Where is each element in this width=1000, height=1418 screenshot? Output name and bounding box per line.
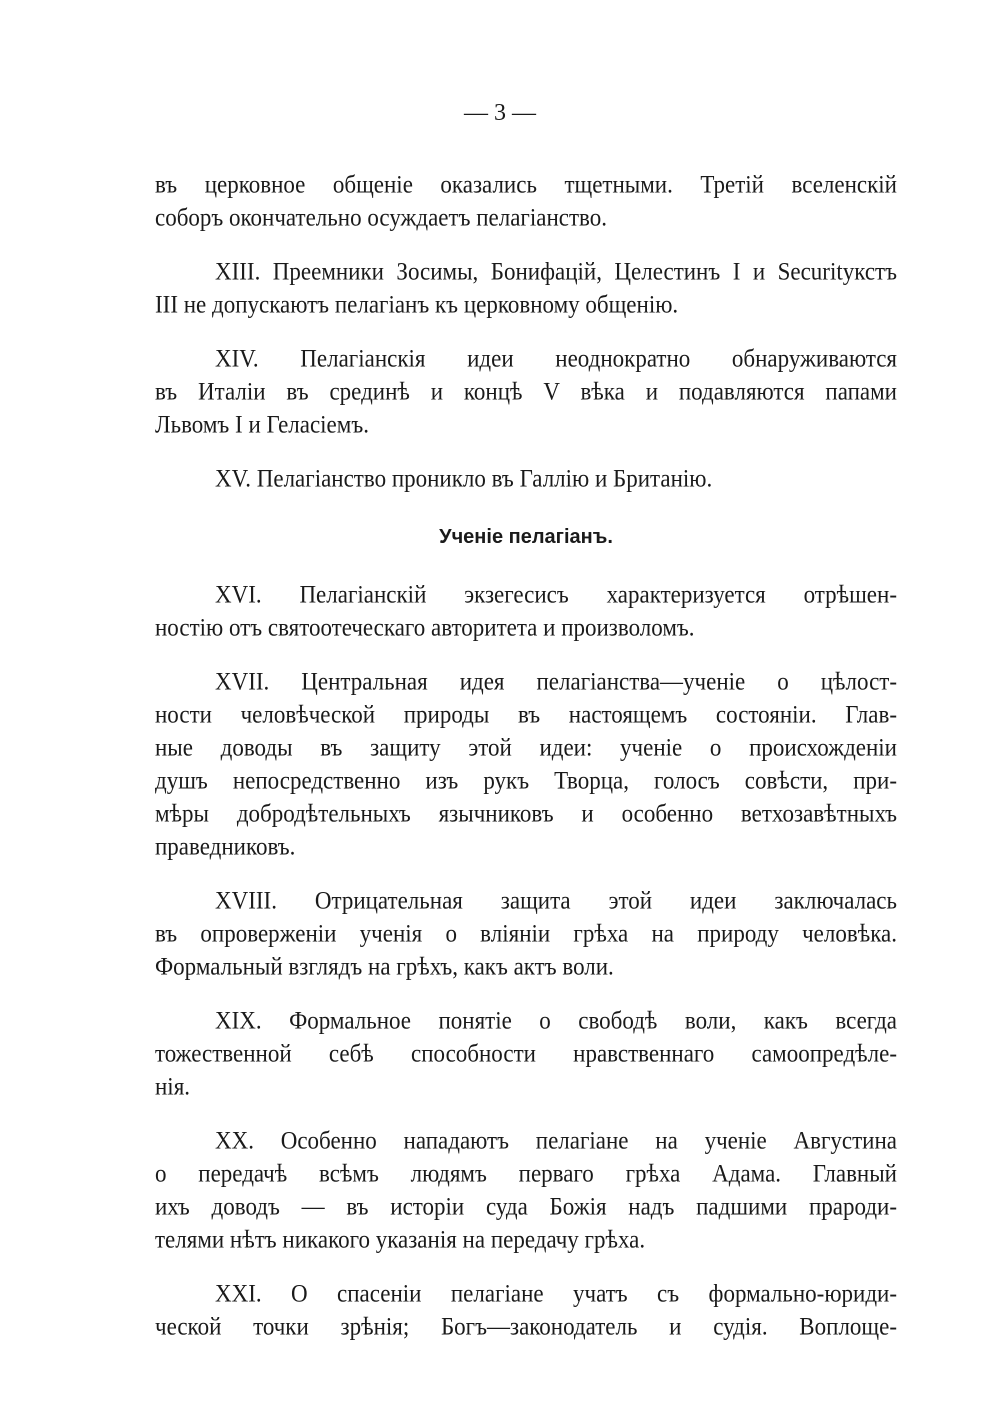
text-line: ности человѣческой природы въ настоящемъ состояніи. Глав- — [155, 701, 897, 728]
text-line: нія. — [155, 1073, 191, 1100]
text-line: въ опроверженіи ученія о вліяніи грѣха на природу человѣка. — [155, 920, 897, 947]
paragraph — [155, 168, 897, 234]
text-line: XX. Особенно нападаютъ пелагіане на ученіе Августина — [215, 1127, 897, 1154]
text-line: мѣры добродѣтельныхъ язычниковъ и особенно ветхозавѣтныхъ — [155, 800, 897, 827]
text-line: душъ непосредственно изъ рукъ Творца, голосъ совѣсти, при- — [155, 767, 897, 794]
text-line: тожественной себѣ способности нравственнаго самоопредѣле- — [155, 1040, 897, 1067]
text-line: III не допускаютъ пелагіанъ къ церковному общенію. — [155, 291, 679, 318]
text-line: Формальный взглядъ на грѣхъ, какъ актъ воли. — [155, 953, 614, 980]
text-line: XVIII. Отрицательная защита этой идеи заключалась — [215, 887, 897, 914]
body-text — [155, 168, 897, 1364]
paragraph — [155, 342, 897, 441]
text-line: ностію отъ святоотеческаго авторитета и произволомъ. — [155, 614, 695, 641]
text-line: XIII. Преемники Зосимы, Бонифацій, Целестинъ I и Securityкстъ — [215, 258, 897, 285]
paragraph — [155, 665, 897, 863]
text-line: ихъ доводъ — въ исторіи суда Божія надъ падшими прароди- — [155, 1193, 897, 1220]
text-line: XVII. Центральная идея пелагіанства—ученіе о цѣлост- — [215, 668, 897, 695]
paragraph — [155, 255, 897, 321]
text-line: Львомъ I и Геласіемъ. — [155, 411, 369, 438]
text-line: ческой точки зрѣнія; Богъ—законодатель и судія. Воплоще- — [155, 1313, 897, 1340]
text-line: въ церковное общеніе оказались тщетными. Третій вселенскій — [155, 171, 897, 198]
paragraph — [155, 462, 897, 495]
text-line: ные доводы въ защиту этой идеи: ученіе о происхожденіи — [155, 734, 897, 761]
text-line: о передачѣ всѣмъ людямъ перваго грѣха Адама. Главный — [155, 1160, 897, 1187]
paragraph — [155, 578, 897, 644]
text-line: XV. Пелагіанство проникло въ Галлію и Британію. — [215, 465, 713, 492]
paragraph — [155, 884, 897, 983]
paragraph — [155, 1124, 897, 1256]
text-line: соборъ окончательно осуждаетъ пелагіанство. — [155, 204, 607, 231]
page-number: — 3 — — [464, 100, 536, 126]
paragraph — [155, 1277, 897, 1343]
text-line: XIX. Формальное понятіе о свободѣ воли, какъ всегда — [215, 1007, 897, 1034]
section-heading: Ученіе пелагіанъ. — [439, 526, 613, 548]
text-line: въ Италіи въ срединѣ и концѣ V вѣка и подавляются папами — [155, 378, 897, 405]
text-line: XVI. Пелагіанскій экзегесисъ характеризуется отрѣшен- — [215, 581, 897, 608]
text-line: телями нѣтъ никакого указанія на передачу грѣха. — [155, 1226, 646, 1253]
text-line: XXI. О спасеніи пелагіане учатъ съ формально-юриди- — [215, 1280, 897, 1307]
text-line: XIV. Пелагіанскія идеи неоднократно обнаруживаются — [215, 345, 897, 372]
paragraph — [155, 1004, 897, 1103]
text-line: праведниковъ. — [155, 833, 296, 860]
